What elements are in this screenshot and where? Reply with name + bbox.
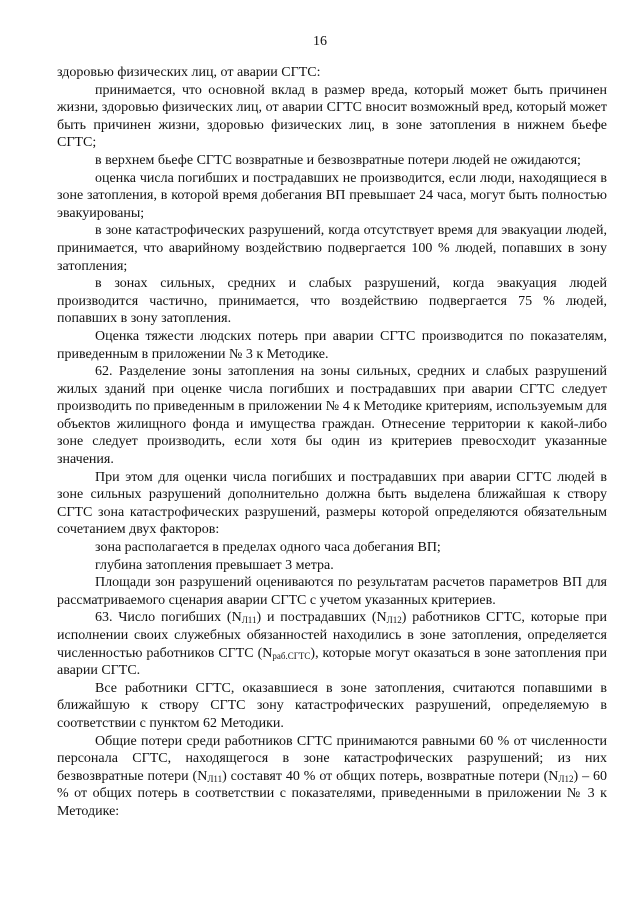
paragraph: оценка числа погибших и пострадавших не производится, если люди, находящиеся в зоне затопления, в которой время добегания ВП превышает 24 часа, могут быть полностью эвакуированы; xyxy=(57,170,607,221)
text-run: ), которые могут оказаться в зоне затопления при аварии СГТС. xyxy=(57,645,607,679)
text-run: Общие потери среди работников СГТС принимаются равными 60 % от численности персонала СГТС, находящегося в зоне катастрофических разрушений; из них безвозвратные потери (N xyxy=(57,733,607,784)
text-run: ) и пострадавших (N xyxy=(256,610,387,626)
text-run: ) – 60 % от общих потерь в соответствии с показателями, приведенными в приложении № 3 к Методике: xyxy=(57,768,607,819)
subscript: Л11 xyxy=(207,773,223,784)
text-run: 63. Число погибших (N xyxy=(95,610,242,626)
paragraph: в зоне катастрофических разрушений, когда отсутствует время для эвакуации людей, принимается, что аварийному воздействию подвергается 100 % людей, попавших в зону затопления; xyxy=(57,223,607,274)
paragraph: При этом для оценки числа погибших и пострадавших при аварии СГТС людей в зоне сильных разрушений дополнительно должна быть выделена ближайшая к створу СГТС зона катастрофических разрушений, размеры которой определяются обязательным сочетанием двух факторов: xyxy=(57,469,607,538)
page-number: 16 xyxy=(313,34,327,49)
paragraph: в зонах сильных, средних и слабых разрушений, когда эвакуация людей производится частично, принимается, что воздействию подвергается 75 % людей, попавших в зону затопления. xyxy=(57,276,607,327)
paragraph: в верхнем бьефе СГТС возвратные и безвозвратные потери людей не ожидаются; xyxy=(95,152,581,168)
paragraph: глубина затопления превышает 3 метра. xyxy=(95,557,334,573)
text-run: ) составят 40 % от общих потерь, возвратные потери (N xyxy=(222,768,559,784)
subscript: Л12 xyxy=(558,773,574,784)
paragraph: здоровью физических лиц, от аварии СГТС: xyxy=(57,65,321,80)
text-run: ) работников СГТС, которые при исполнении своих служебных обязанностей находились в зоне затопления, определяется численностью работников СГТС (N xyxy=(57,610,607,661)
paragraph: Все работники СГТС, оказавшиеся в зоне затопления, считаются попавшими в ближайшую к створу СГТС зону катастрофических разрушений, определяемую в соответствии с пунктом 62 Методики. xyxy=(57,680,607,731)
paragraph-63 xyxy=(57,609,607,679)
paragraph: 62. Разделение зоны затопления на зоны сильных, средних и слабых разрушений жилых зданий при оценке числа погибших и пострадавших при аварии СГТС следует производить по приведенным в приложении № 4 к Методике критериям, используемым для объектов жилищного фонда и имущества граждан. Отнесение территории к какой-либо зоне следует производить, если хотя бы один из критериев превосходит указанные значения. xyxy=(57,364,607,468)
body-text xyxy=(57,64,607,821)
paragraph: Площади зон разрушений оцениваются по результатам расчетов параметров ВП для рассматриваемого сценария аварии СГТС с учетом указанных критериев. xyxy=(57,575,607,608)
paragraph: принимается, что основной вклад в размер вреда, который может быть причинен жизни, здоровью физических лиц, от аварии СГТС вносит возможный вред, который может быть причинен жизни, здоровью физических лиц, в зоне затопления в нижнем бьефе СГТС; xyxy=(57,82,607,151)
paragraph: Оценка тяжести людских потерь при аварии СГТС производится по показателям, приведенным в приложении № 3 к Методике. xyxy=(57,328,607,362)
subscript: Л12 xyxy=(386,615,402,626)
subscript: раб.СГТС xyxy=(272,650,311,661)
paragraph-losses xyxy=(57,733,607,821)
subscript: Л11 xyxy=(241,615,257,626)
paragraph: зона располагается в пределах одного часа добегания ВП; xyxy=(95,540,441,556)
